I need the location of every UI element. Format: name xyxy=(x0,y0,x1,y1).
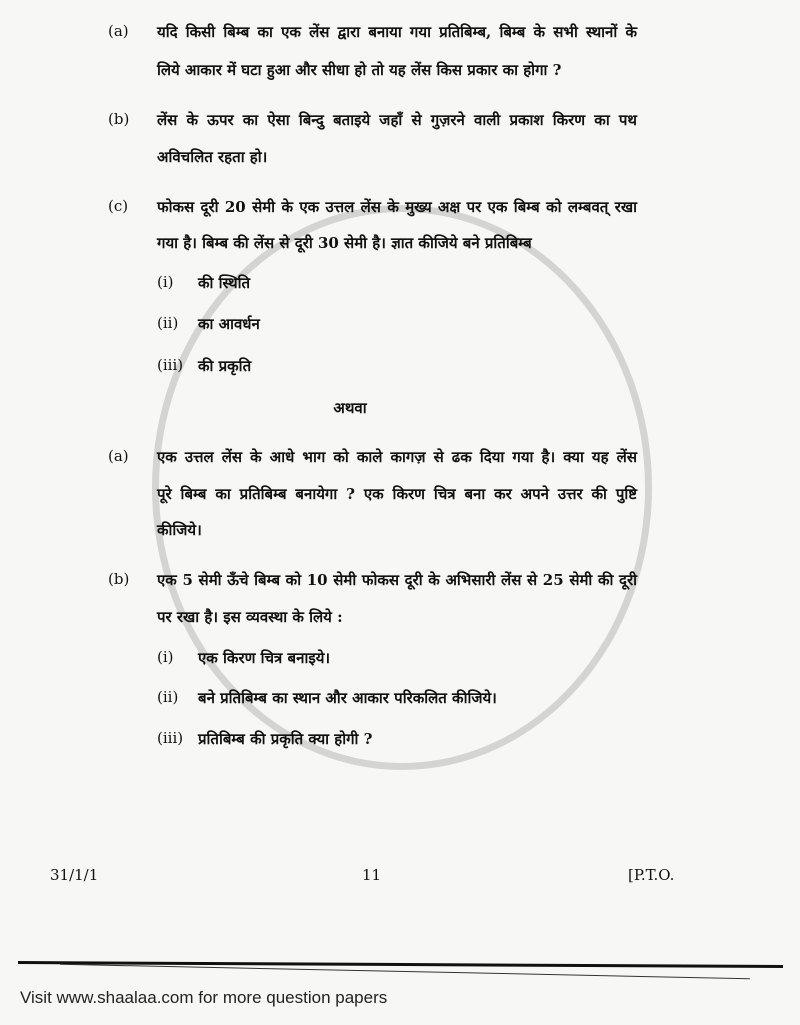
subpart-text: की प्रकृति xyxy=(198,357,252,375)
question-a-line: एक उत्तल लेंस के आधे भाग को काले कागज़ से ढक दिया गया है। क्या यह लेंस xyxy=(157,448,637,466)
subpart-text: का आवर्धन xyxy=(198,315,260,333)
pto-label: [P.T.O. xyxy=(628,866,675,884)
question-b-line: अविचलित रहता हो। xyxy=(157,148,268,166)
subpart-label: (iii) xyxy=(157,729,184,747)
question-c-line: गया है। बिम्ब की लेंस से दूरी 30 सेमी है। ज्ञात कीजिये बने प्रतिबिम्ब xyxy=(157,234,532,252)
question-a-label: (a) xyxy=(108,447,129,465)
subpart-label: (iii) xyxy=(157,356,184,374)
subpart-label: (i) xyxy=(157,648,174,666)
question-b-line: एक 5 सेमी ऊँचे बिम्ब को 10 सेमी फोकस दूरी के अभिसारी लेंस से 25 सेमी की दूरी xyxy=(157,571,637,589)
question-a-line: कीजिये। xyxy=(157,521,202,539)
page-number: 11 xyxy=(362,866,382,884)
question-a-line: यदि किसी बिम्ब का एक लेंस द्वारा बनाया गया प्रतिबिम्ब, बिम्ब के सभी स्थानों के xyxy=(157,23,637,41)
question-b-line: लेंस के ऊपर का ऐसा बिन्दु बताइये जहाँ से गुज़रने वाली प्रकाश किरण का पथ xyxy=(157,111,637,129)
subpart-text: की स्थिति xyxy=(198,274,251,292)
subpart-text: बने प्रतिबिम्ब का स्थान और आकार परिकलित कीजिये। xyxy=(198,689,497,707)
question-c-line: फोकस दूरी 20 सेमी के एक उत्तल लेंस के मुख्य अक्ष पर एक बिम्ब को लम्बवत् रखा xyxy=(157,198,637,216)
subpart-label: (i) xyxy=(157,273,174,291)
question-c-label: (c) xyxy=(108,197,129,215)
or-heading: अथवा xyxy=(333,399,367,417)
question-b-label: (b) xyxy=(108,570,130,588)
question-b-label: (b) xyxy=(108,110,130,128)
subpart-label: (ii) xyxy=(157,314,179,332)
question-b-line: पर रखा है। इस व्यवस्था के लिये : xyxy=(157,608,343,626)
visit-link-text: Visit www.shaalaa.com for more question papers xyxy=(20,988,388,1007)
question-a-line: लिये आकार में घटा हुआ और सीधा हो तो यह लेंस किस प्रकार का होगा ? xyxy=(157,61,562,79)
paper-code: 31/1/1 xyxy=(50,866,99,884)
subpart-text: प्रतिबिम्ब की प्रकृति क्या होगी ? xyxy=(198,730,373,748)
subpart-text: एक किरण चित्र बनाइये। xyxy=(198,649,331,667)
question-a-line: पूरे बिम्ब का प्रतिबिम्ब बनायेगा ? एक किरण चित्र बना कर अपने उत्तर की पुष्टि xyxy=(157,485,637,503)
question-a-label: (a) xyxy=(108,22,129,40)
subpart-label: (ii) xyxy=(157,688,179,706)
